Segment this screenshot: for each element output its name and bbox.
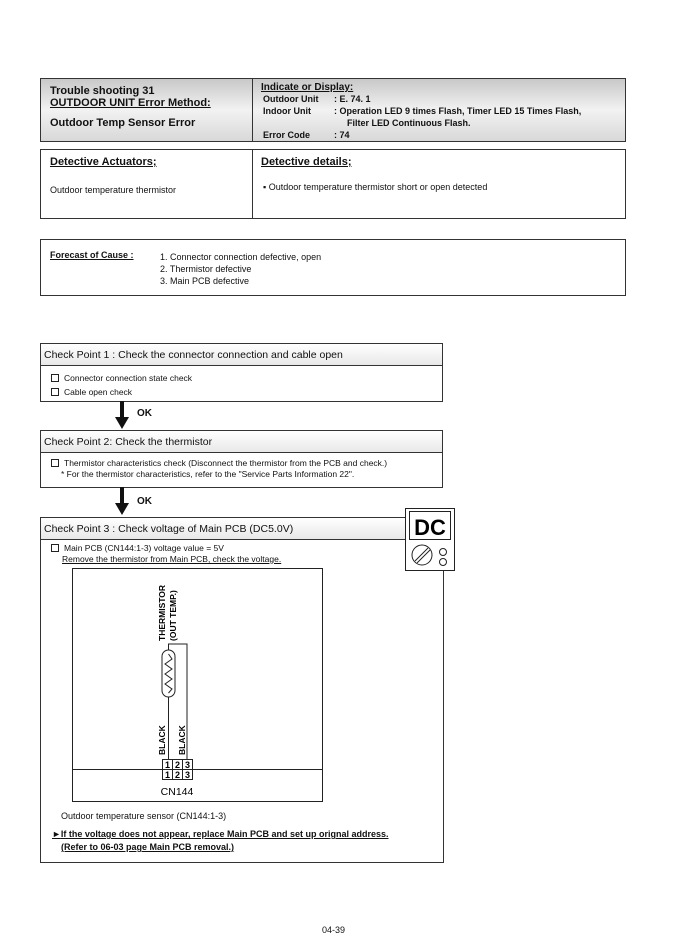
actuators-label: Detective Actuators; — [50, 156, 157, 168]
cause-item: 2. Thermistor defective — [160, 264, 252, 274]
check-item-label: Main PCB (CN144:1-3) voltage value = 5V — [64, 543, 224, 553]
out-temp-label: (OUT TEMP.) — [168, 590, 178, 641]
action-1-text: If the voltage does not appear, replace Main PCB and set up orignal address. — [60, 829, 389, 839]
error-value: : 74 — [334, 130, 350, 140]
meter-label: DC — [414, 515, 446, 540]
thermistor-icon — [162, 650, 175, 697]
indoor-value-1: : Operation LED 9 times Flash, Timer LED 15 Times Flash, — [334, 106, 582, 116]
pin-label: 3 — [184, 760, 191, 770]
pin-label: 1 — [164, 770, 171, 780]
outdoor-label: Outdoor Unit — [263, 94, 319, 104]
check-point-2-title: Check Point 2: Check the thermistor — [41, 431, 442, 453]
page-number: 04-39 — [322, 925, 346, 935]
action-1: ►If the voltage does not appear, replace Main PCB and set up orignal address. — [52, 829, 389, 839]
outdoor-value: : E. 74. 1 — [334, 94, 371, 104]
title-line3: Outdoor Temp Sensor Error — [50, 117, 196, 129]
check-note: * For the thermistor characteristics, refer to the "Service Parts Information 22". — [61, 469, 355, 479]
ok-label: OK — [137, 496, 152, 507]
wire-1-label: BLACK — [157, 725, 167, 755]
indicate-label: Indicate or Display: — [261, 82, 354, 93]
pcb-outline — [73, 569, 323, 802]
forecast-label: Forecast of Cause : — [50, 250, 134, 260]
indoor-value-2: Filter LED Continuous Flash. — [347, 118, 471, 128]
title-line2: OUTDOOR UNIT Error Method: — [50, 97, 211, 109]
check-item-label: Connector connection state check — [64, 373, 193, 383]
cause-item: 1. Connector connection defective, open — [160, 252, 322, 262]
check-item-sub: Remove the thermistor from Main PCB, check the voltage. — [62, 554, 282, 564]
pin-label: 2 — [174, 760, 181, 770]
diagram-caption: Outdoor temperature sensor (CN144:1-3) — [61, 811, 227, 821]
actuators-value: Outdoor temperature thermistor — [50, 185, 177, 195]
thermistor-label: THERMISTOR — [157, 584, 167, 641]
details-label: Detective details; — [261, 156, 352, 168]
details-value: Outdoor temperature thermistor short or open detected — [268, 182, 488, 192]
dc-meter-icon — [406, 509, 455, 571]
connector-label: CN144 — [160, 786, 194, 798]
cause-item: 3. Main PCB defective — [160, 276, 250, 286]
title-line1: Trouble shooting 31 — [50, 85, 155, 97]
wire-2-label: BLACK — [177, 725, 187, 755]
indoor-label: Indoor Unit — [263, 106, 311, 116]
error-label: Error Code — [263, 130, 311, 140]
pin-label: 3 — [184, 770, 191, 780]
action-2: (Refer to 06-03 page Main PCB removal.) — [61, 842, 235, 852]
check-item-label: Cable open check — [64, 387, 133, 397]
check-point-1-title: Check Point 1 : Check the connector connection and cable open — [41, 344, 442, 366]
pin-label: 2 — [174, 770, 181, 780]
pin-label: 1 — [164, 760, 171, 770]
check-point-3-title: Check Point 3 : Check voltage of Main PCB (DC5.0V) — [41, 518, 443, 540]
details-item: ▪ Outdoor temperature thermistor short or open detected — [263, 182, 488, 192]
ok-label: OK — [137, 408, 152, 419]
check-item-label: Thermistor characteristics check (Disconnect the thermistor from the PCB and check.) — [64, 458, 388, 468]
